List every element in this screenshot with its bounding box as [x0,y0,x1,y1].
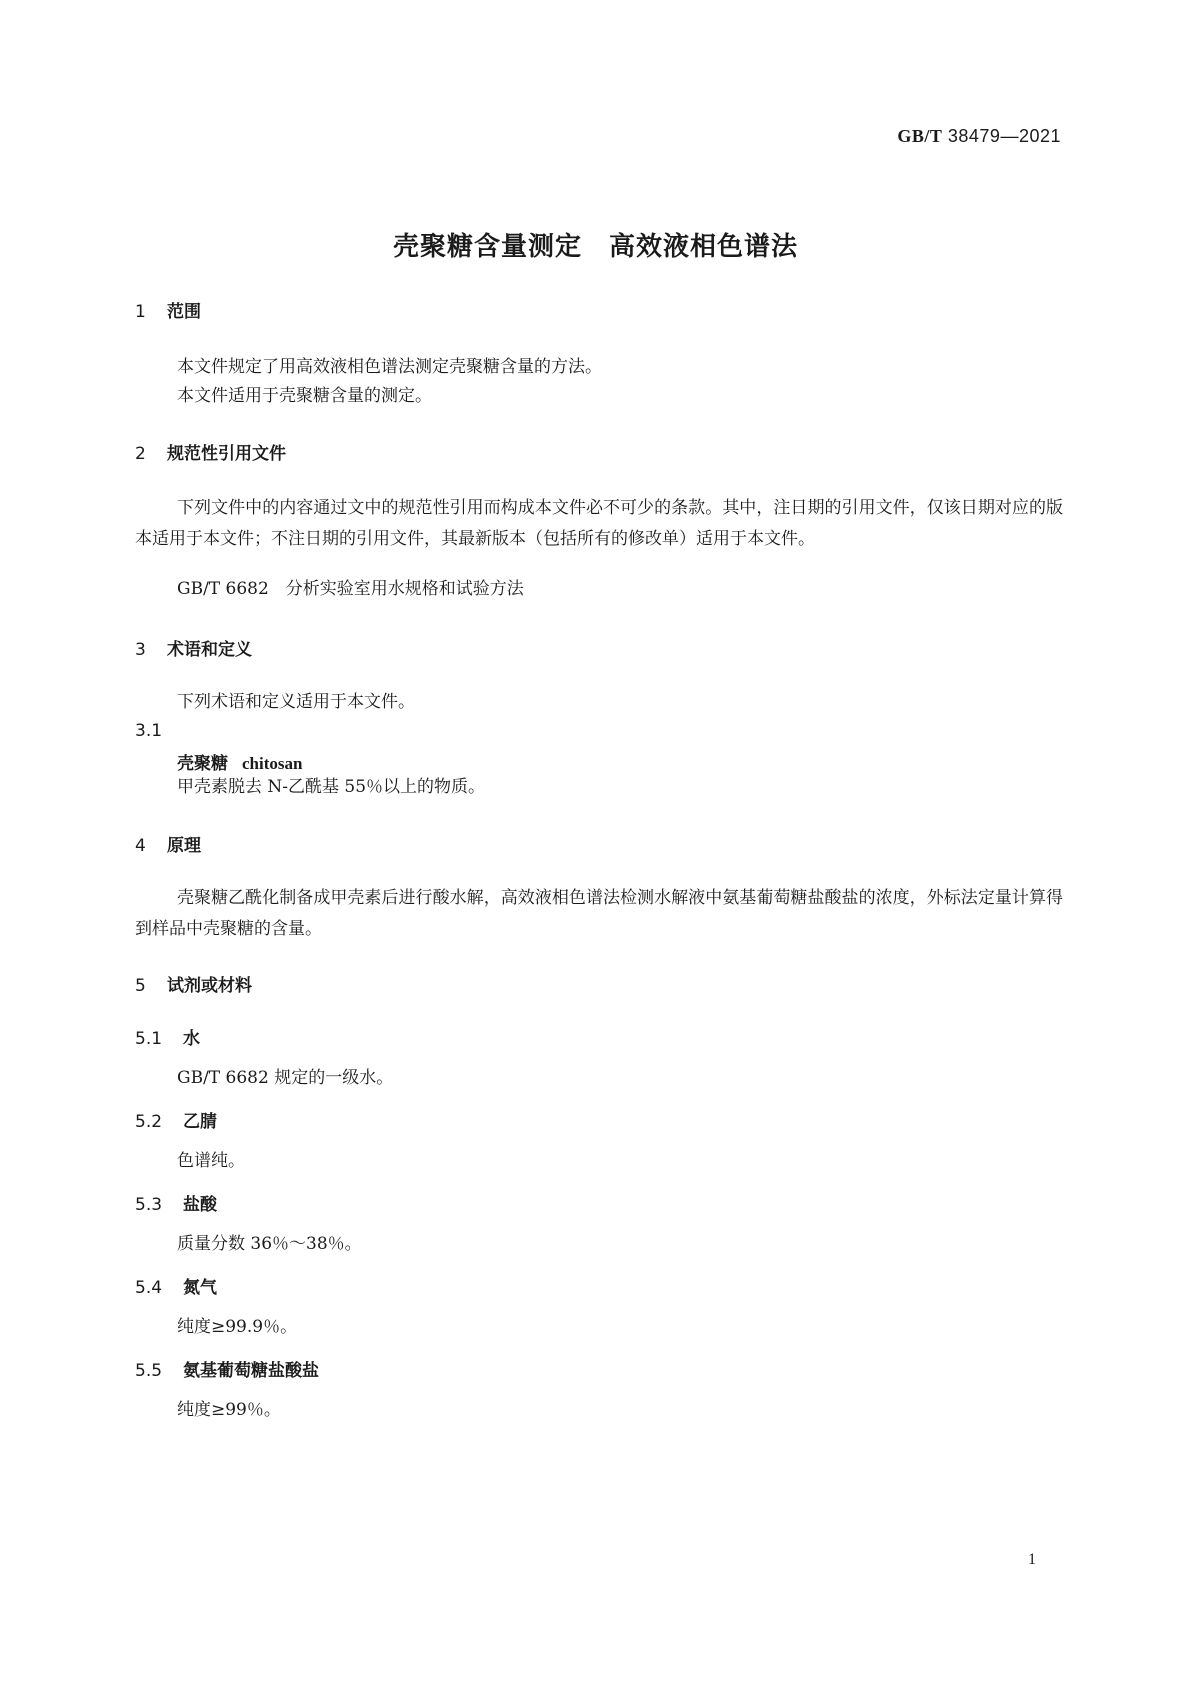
subsection-heading-5-5: 5.5 氨基葡萄糖盐酸盐 [135,1361,319,1381]
page-number: 1 [1028,1551,1036,1568]
subsection-text-5-5: 纯度≥99％。 [177,1400,281,1420]
subsection-heading-5-1: 5.1 水 [135,1029,200,1049]
section-heading-4: 4 原理 [135,836,201,856]
subsection-text-5-1: GB/T 6682 规定的一级水。 [177,1068,394,1088]
section-heading-2: 2 规范性引用文件 [135,444,286,464]
term-definition: 甲壳素脱去 N-乙酰基 55％以上的物质。 [177,777,486,797]
term-entry [177,749,302,774]
subsection-text-5-3: 质量分数 36％～38％。 [177,1234,362,1254]
subsection-heading-5-4: 5.4 氮气 [135,1278,217,1298]
normative-references-paragraph: 下列文件中的内容通过文中的规范性引用而构成本文件必不可少的条款。其中，注日期的引用文件，仅该日期对应的版本适用于本文件；不注日期的引用文件，其最新版本（包括所有的修改单）适用于本文件。 [135,498,1063,549]
term-number: 3.1 [135,721,163,741]
term-en: chitosan [242,754,303,773]
subsection-text-5-4: 纯度≥99.9％。 [177,1317,298,1337]
section-heading-3: 3 术语和定义 [135,640,252,660]
section-heading-1: 1 范围 [135,302,201,322]
subsection-text-5-2: 色谱纯。 [177,1151,245,1171]
standard-number: GB/T 38479—2021 [897,126,1061,146]
term-zh: 壳聚糖 [177,754,228,774]
principle-paragraph: 壳聚糖乙酰化制备成甲壳素后进行酸水解，高效液相色谱法检测水解液中氨基葡萄糖盐酸盐的浓度，外标法定量计算得到样品中壳聚糖的含量。 [135,888,1063,939]
section-heading-5: 5 试剂或材料 [135,976,252,996]
subsection-heading-5-2: 5.2 乙腈 [135,1112,217,1132]
scope-line-1: 本文件规定了用高效液相色谱法测定壳聚糖含量的方法。 [177,357,602,377]
subsection-heading-5-3: 5.3 盐酸 [135,1195,217,1215]
reference-item: GB/T 6682 分析实验室用水规格和试验方法 [177,579,524,599]
document-title: 壳聚糖含量测定 高效液相色谱法 [392,232,798,262]
terms-intro: 下列术语和定义适用于本文件。 [177,692,415,712]
scope-line-2: 本文件适用于壳聚糖含量的测定。 [177,386,432,406]
